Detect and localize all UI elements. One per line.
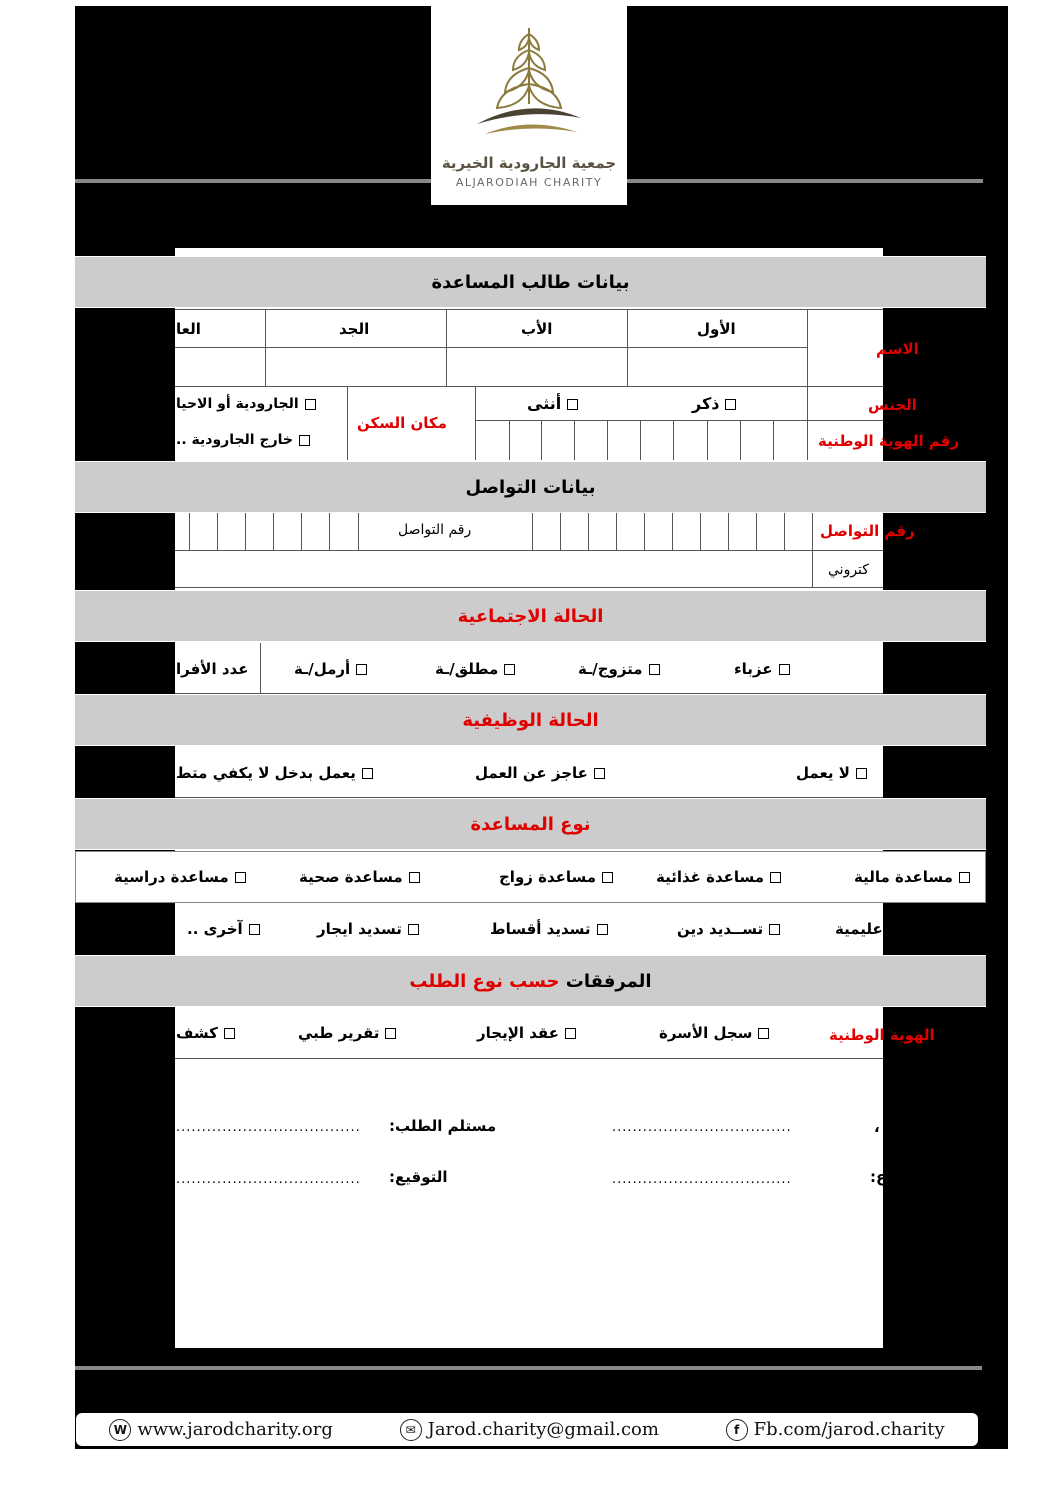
right-line-1[interactable]: ................................... [612, 1120, 792, 1135]
email-field[interactable] [176, 552, 811, 586]
residence-jarodiah-checkbox[interactable]: الجارودية أو الاحيا [176, 396, 316, 412]
divider [627, 179, 983, 183]
phone2-label: رقم التواصل [398, 522, 472, 538]
aid-debt-checkbox[interactable]: تســديد دين [677, 920, 780, 938]
aid-health-checkbox[interactable]: مساعدة صحية [299, 868, 420, 886]
checkbox-icon [249, 924, 260, 935]
signature-line[interactable]: .................................... [176, 1172, 361, 1187]
gender-male-checkbox[interactable]: ذكر [692, 394, 736, 413]
checkbox-icon [649, 664, 660, 675]
footer [76, 1413, 978, 1446]
checkbox-icon [409, 872, 420, 883]
mail-icon: ✉ [400, 1419, 422, 1441]
checkbox-icon [856, 768, 867, 779]
section-applicant: بيانات طالب المساعدة [75, 256, 986, 308]
employment-unemployed-checkbox[interactable]: لا يعمل [796, 764, 867, 782]
residence-label: مكان السكن [357, 414, 447, 432]
divider [75, 179, 431, 183]
checkbox-icon [597, 924, 608, 935]
aid-food-checkbox[interactable]: مساعدة غذائية [656, 868, 781, 886]
divider [75, 1366, 982, 1370]
family-count-label: عدد الأفرا [176, 660, 249, 678]
checkbox-icon [959, 872, 970, 883]
aid-installments-checkbox[interactable]: تسديد أقساط [490, 920, 608, 938]
attachment-national-id-label: الهوية الوطنية [829, 1026, 935, 1044]
national-id-label: رقم الهوية الوطنية [818, 432, 960, 450]
gender-female-checkbox[interactable]: أنثى [527, 394, 578, 413]
phone-digits[interactable] [532, 513, 812, 550]
attachment-lease-checkbox[interactable]: عقد الإيجار [477, 1024, 576, 1042]
name-col-family: العا [176, 320, 201, 338]
national-id-digits[interactable] [475, 420, 807, 460]
right-label-2: ع: [870, 1168, 887, 1186]
checkbox-icon [758, 1028, 769, 1039]
receiver-line[interactable]: .................................... [176, 1120, 361, 1135]
section-social: الحالة الاجتماعية [75, 590, 986, 642]
checkbox-icon [567, 399, 578, 410]
right-label-1: ، [874, 1118, 880, 1136]
checkbox-icon [769, 924, 780, 935]
phone-label: رقم التواصل [820, 522, 915, 540]
grandfather-name-field[interactable] [267, 349, 445, 385]
name-label: الاسم [876, 340, 919, 358]
attachment-family-record-checkbox[interactable]: سجل الأسرة [659, 1024, 769, 1042]
website-link[interactable]: W www.jarodcharity.org [109, 1419, 333, 1441]
checkbox-icon [725, 399, 736, 410]
signature-label: التوقيع: [389, 1168, 448, 1186]
name-col-father: الأب [521, 320, 553, 338]
residence-outside-checkbox[interactable]: خارج الجارودية .. [176, 432, 310, 448]
section-aid-type: نوع المساعدة [75, 798, 986, 850]
checkbox-icon [602, 872, 613, 883]
logo [431, 6, 627, 205]
checkbox-icon [565, 1028, 576, 1039]
receiver-label: مستلم الطلب: [389, 1117, 497, 1135]
email-label: كتروني [828, 562, 869, 578]
gender-label: الجنس [868, 396, 917, 414]
right-line-2[interactable]: ................................... [612, 1172, 792, 1187]
social-widowed-checkbox[interactable]: أرمل/ـة [294, 660, 367, 678]
facebook-link[interactable]: f Fb.com/jarod.charity [726, 1419, 945, 1441]
section-employment: الحالة الوظيفية [75, 694, 986, 746]
checkbox-icon [299, 435, 310, 446]
logo-name-ar: جمعية الجارودية الخيرية [441, 154, 617, 172]
checkbox-icon [356, 664, 367, 675]
family-name-field[interactable] [176, 349, 264, 385]
facebook-icon: f [726, 1419, 748, 1441]
phone2-digits[interactable] [175, 513, 360, 550]
social-single-checkbox[interactable]: عزباء [734, 660, 790, 678]
aid-study-checkbox[interactable]: مساعدة دراسية [114, 868, 246, 886]
checkbox-icon [779, 664, 790, 675]
email-link[interactable]: ✉ Jarod.charity@gmail.com [400, 1419, 659, 1441]
wheat-leaf-logo-icon [473, 24, 585, 144]
logo-name-en: ALJARODIAH CHARITY [455, 176, 603, 189]
aid-rent-checkbox[interactable]: تسديد ايجار [317, 920, 419, 938]
father-name-field[interactable] [448, 349, 626, 385]
checkbox-icon [385, 1028, 396, 1039]
checkbox-icon [235, 872, 246, 883]
checkbox-icon [594, 768, 605, 779]
employment-disabled-checkbox[interactable]: عاجز عن العمل [475, 764, 605, 782]
first-name-field[interactable] [629, 349, 806, 385]
checkbox-icon [362, 768, 373, 779]
checkbox-icon [224, 1028, 235, 1039]
checkbox-icon [504, 664, 515, 675]
social-divorced-checkbox[interactable]: مطلق/ـة [435, 660, 515, 678]
name-col-first: الأول [697, 320, 736, 338]
wordpress-icon: W [109, 1419, 131, 1441]
aid-other-checkbox[interactable]: آخرى .. [187, 920, 260, 938]
section-contact: بيانات التواصل [75, 461, 986, 513]
social-married-checkbox[interactable]: متزوج/ـة [578, 660, 660, 678]
checkbox-icon [408, 924, 419, 935]
aid-financial-checkbox[interactable]: مساعدة مالية [854, 868, 970, 886]
checkbox-icon [770, 872, 781, 883]
checkbox-icon [305, 399, 316, 410]
employment-insufficient-checkbox[interactable]: يعمل بدخل لا يكفي متط [176, 764, 373, 782]
name-col-grandfather: الجد [339, 320, 370, 338]
section-attachments: المرفقات حسب نوع الطلب [75, 955, 986, 1007]
aid-marriage-checkbox[interactable]: مساعدة زواج [499, 868, 613, 886]
attachment-medical-report-checkbox[interactable]: تقرير طبي [298, 1024, 396, 1042]
attachment-statement-checkbox[interactable]: كشف [176, 1024, 235, 1042]
aid-education-label: عليمية [835, 920, 883, 938]
